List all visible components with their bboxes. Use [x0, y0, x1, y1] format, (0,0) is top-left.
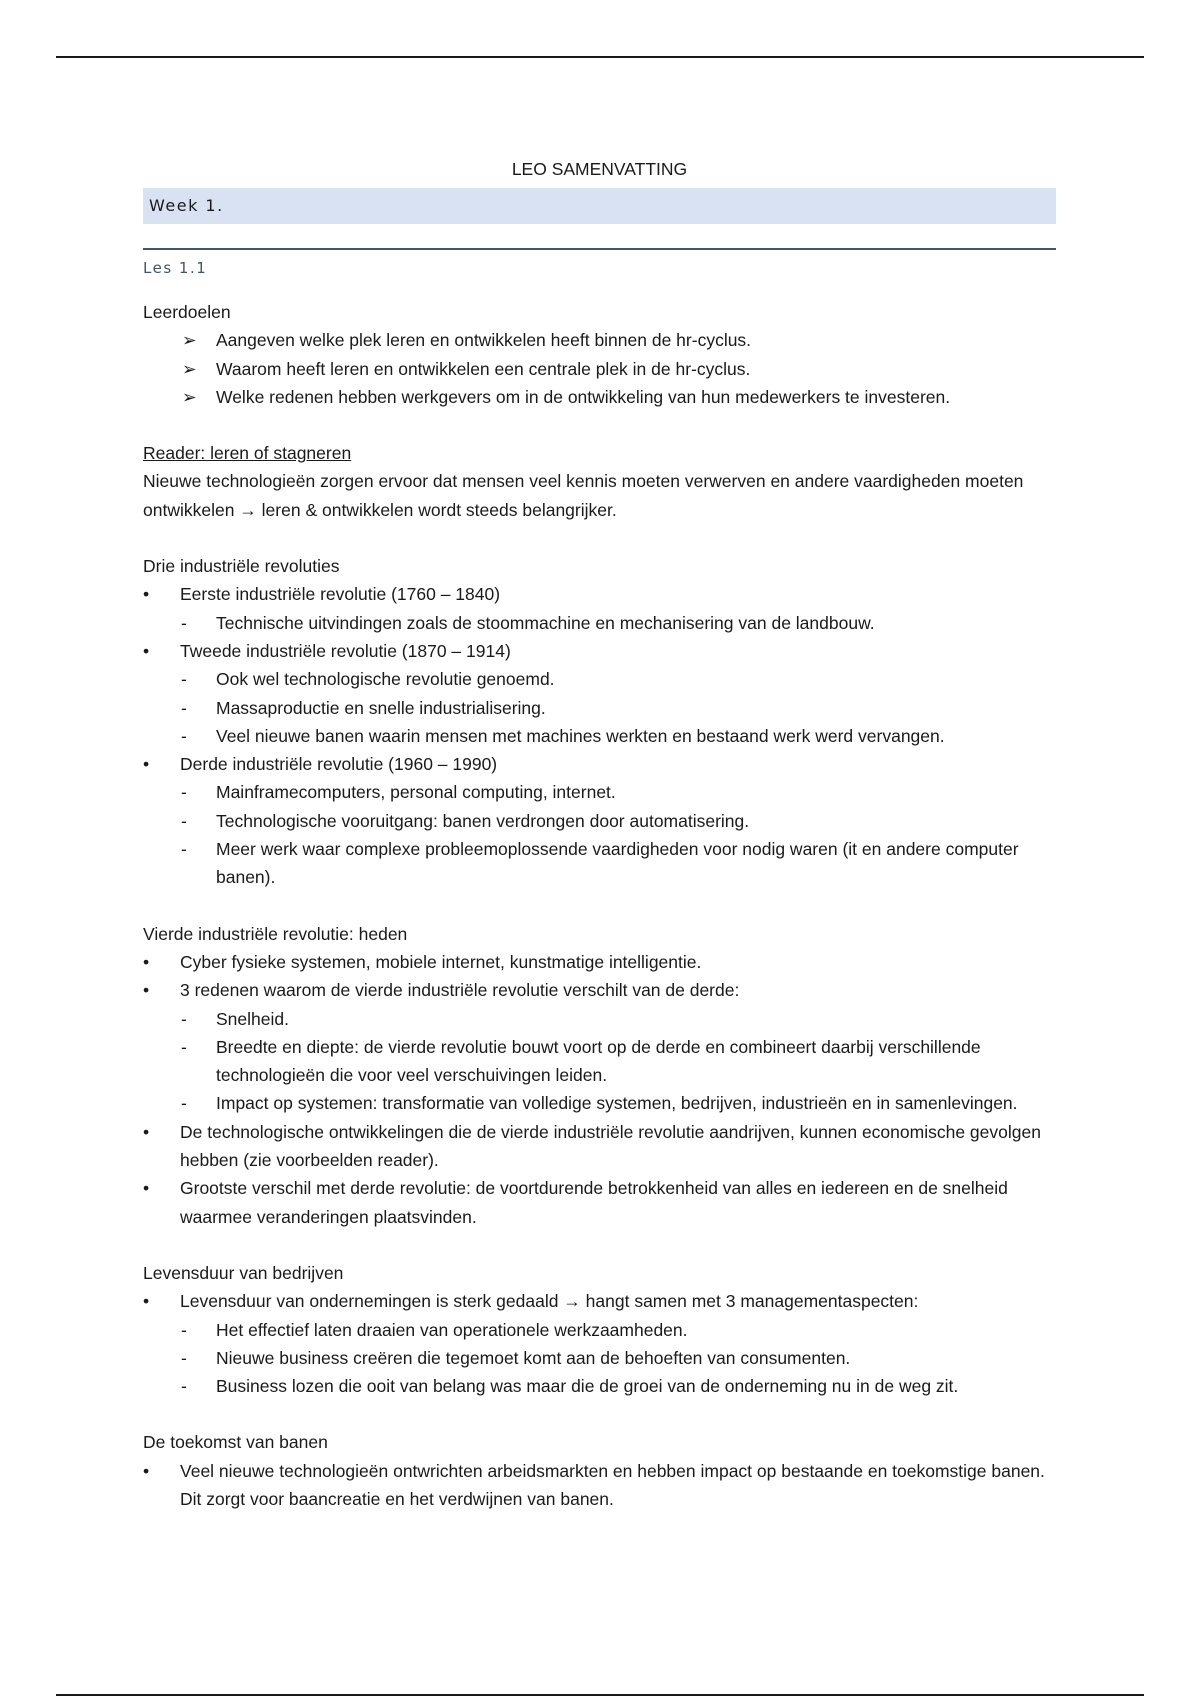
list-item: • Derde industriële revolutie (1960 – 1990) — [143, 750, 1056, 778]
bullet-icon: • — [143, 754, 150, 775]
section-toekomst-banen — [143, 1428, 1056, 1513]
sub-list-item: - Breedte en diepte: de vierde revolutie bouwt voort op de derde en combineert daarbij verschillende technologieën die voor veel verschuivingen leiden. — [143, 1033, 1056, 1090]
list-item: ➢ Welke redenen hebben werkgevers om in de ontwikkeling van hun medewerkers te investeren. — [143, 383, 1056, 411]
document-title: LEO SAMENVATTING — [511, 159, 688, 179]
reader-section — [143, 439, 1056, 524]
dash-icon: - — [181, 612, 187, 633]
list-item: • Veel nieuwe technologieën ontwrichten arbeidsmarkten en hebben impact op bestaande en toekomstige banen. Dit zorgt voor baancreatie en het verdwijnen van banen. — [143, 1457, 1056, 1514]
sub-list-item: - Nieuwe business creëren die tegemoet komt aan de behoeften van consumenten. — [143, 1344, 1056, 1372]
sub-list-item: - Technische uitvindingen zoals de stoommachine en mechanisering van de landbouw. — [143, 609, 1056, 637]
document-body — [143, 155, 1056, 1513]
dash-icon: - — [181, 697, 187, 718]
arrow-bullet-icon: ➢ — [182, 386, 197, 407]
dash-icon: - — [181, 1319, 187, 1340]
sub-list-item: - Technologische vooruitgang: banen verdrongen door automatisering. — [143, 807, 1056, 835]
footer-rule — [56, 1694, 1144, 1696]
leerdoelen-section — [143, 298, 1056, 411]
header-rule — [56, 56, 1144, 58]
leerdoelen-list — [143, 326, 1056, 411]
list-item: ➢ Aangeven welke plek leren en ontwikkelen heeft binnen de hr-cyclus. — [143, 326, 1056, 354]
week-heading: Week 1. — [143, 188, 1056, 224]
dash-icon: - — [181, 782, 187, 803]
sub-list-item: - Ook wel technologische revolutie genoemd. — [143, 665, 1056, 693]
reader-paragraph: Nieuwe technologieën zorgen ervoor dat mensen veel kennis moeten verwerven en andere vaardigheden moeten ontwikkelen → leren & ontwikkelen wordt steeds belangrijker. — [143, 471, 1024, 520]
sub-list-item: - Snelheid. — [143, 1005, 1056, 1033]
bullet-icon: • — [143, 1121, 150, 1142]
leerdoelen-heading: Leerdoelen — [143, 302, 231, 322]
section-heading: Levensduur van bedrijven — [143, 1262, 344, 1283]
dash-icon: - — [181, 669, 187, 690]
dash-icon: - — [181, 810, 187, 831]
bullet-icon: • — [143, 1178, 150, 1199]
bullet-icon: • — [143, 1291, 150, 1312]
list-item: • Tweede industriële revolutie (1870 – 1914) — [143, 637, 1056, 665]
list-item: • Grootste verschil met derde revolutie: de voortdurende betrokkenheid van alles en iedereen en de snelheid waarmee veranderingen plaatsvinden. — [143, 1174, 1056, 1231]
bullet-icon: • — [143, 980, 150, 1001]
section-vierde-revolutie — [143, 920, 1056, 1231]
list-item: ➢ Waarom heeft leren en ontwikkelen een centrale plek in de hr-cyclus. — [143, 355, 1056, 383]
bullet-icon: • — [143, 1460, 150, 1481]
sub-list-item: - Business lozen die ooit van belang was maar die de groei van de onderneming nu in de weg zit. — [143, 1372, 1056, 1400]
arrow-bullet-icon: ➢ — [182, 358, 197, 379]
section-levensduur — [143, 1259, 1056, 1400]
bullet-icon: • — [143, 951, 150, 972]
list-item: • Cyber fysieke systemen, mobiele internet, kunstmatige intelligentie. — [143, 948, 1056, 976]
dash-icon: - — [181, 1093, 187, 1114]
sub-list-item: - Impact op systemen: transformatie van volledige systemen, bedrijven, industrieën en in samenlevingen. — [143, 1089, 1056, 1117]
dash-icon: - — [181, 1008, 187, 1029]
list-item: • 3 redenen waarom de vierde industriële revolutie verschilt van de derde: — [143, 976, 1056, 1004]
arrow-bullet-icon: ➢ — [182, 330, 197, 351]
section-heading: Vierde industriële revolutie: heden — [143, 923, 408, 944]
dash-icon: - — [181, 725, 187, 746]
sub-list-item: - Massaproductie en snelle industrialisering. — [143, 694, 1056, 722]
bullet-icon: • — [143, 640, 150, 661]
dash-icon: - — [181, 1347, 187, 1368]
section-heading: Drie industriële revoluties — [143, 556, 340, 577]
sub-list-item: - Meer werk waar complexe probleemoplossende vaardigheden voor nodig waren (it en andere computer banen). — [143, 835, 1056, 892]
sub-list-item: - Mainframecomputers, personal computing, internet. — [143, 778, 1056, 806]
lesson-heading: Les 1.1 — [143, 259, 208, 277]
dash-icon: - — [181, 839, 187, 860]
lesson-rule — [143, 248, 1056, 250]
list-item: • Eerste industriële revolutie (1760 – 1840) — [143, 580, 1056, 608]
section-heading: De toekomst van banen — [143, 1432, 328, 1453]
sub-list-item: - Veel nieuwe banen waarin mensen met machines werkten en bestaand werk werd vervangen. — [143, 722, 1056, 750]
list-item: • De technologische ontwikkelingen die de vierde industriële revolutie aandrijven, kunnen economische gevolgen hebben (zie voorbeelden reader). — [143, 1118, 1056, 1175]
dash-icon: - — [181, 1376, 187, 1397]
section-industriele-revoluties — [143, 552, 1056, 892]
list-item: • Levensduur van ondernemingen is sterk gedaald → hangt samen met 3 managementaspecten: — [143, 1287, 1056, 1315]
bullet-icon: • — [143, 584, 150, 605]
dash-icon: - — [181, 1036, 187, 1057]
sub-list-item: - Het effectief laten draaien van operationele werkzaamheden. — [143, 1316, 1056, 1344]
reader-heading: Reader: leren of stagneren — [143, 443, 352, 464]
